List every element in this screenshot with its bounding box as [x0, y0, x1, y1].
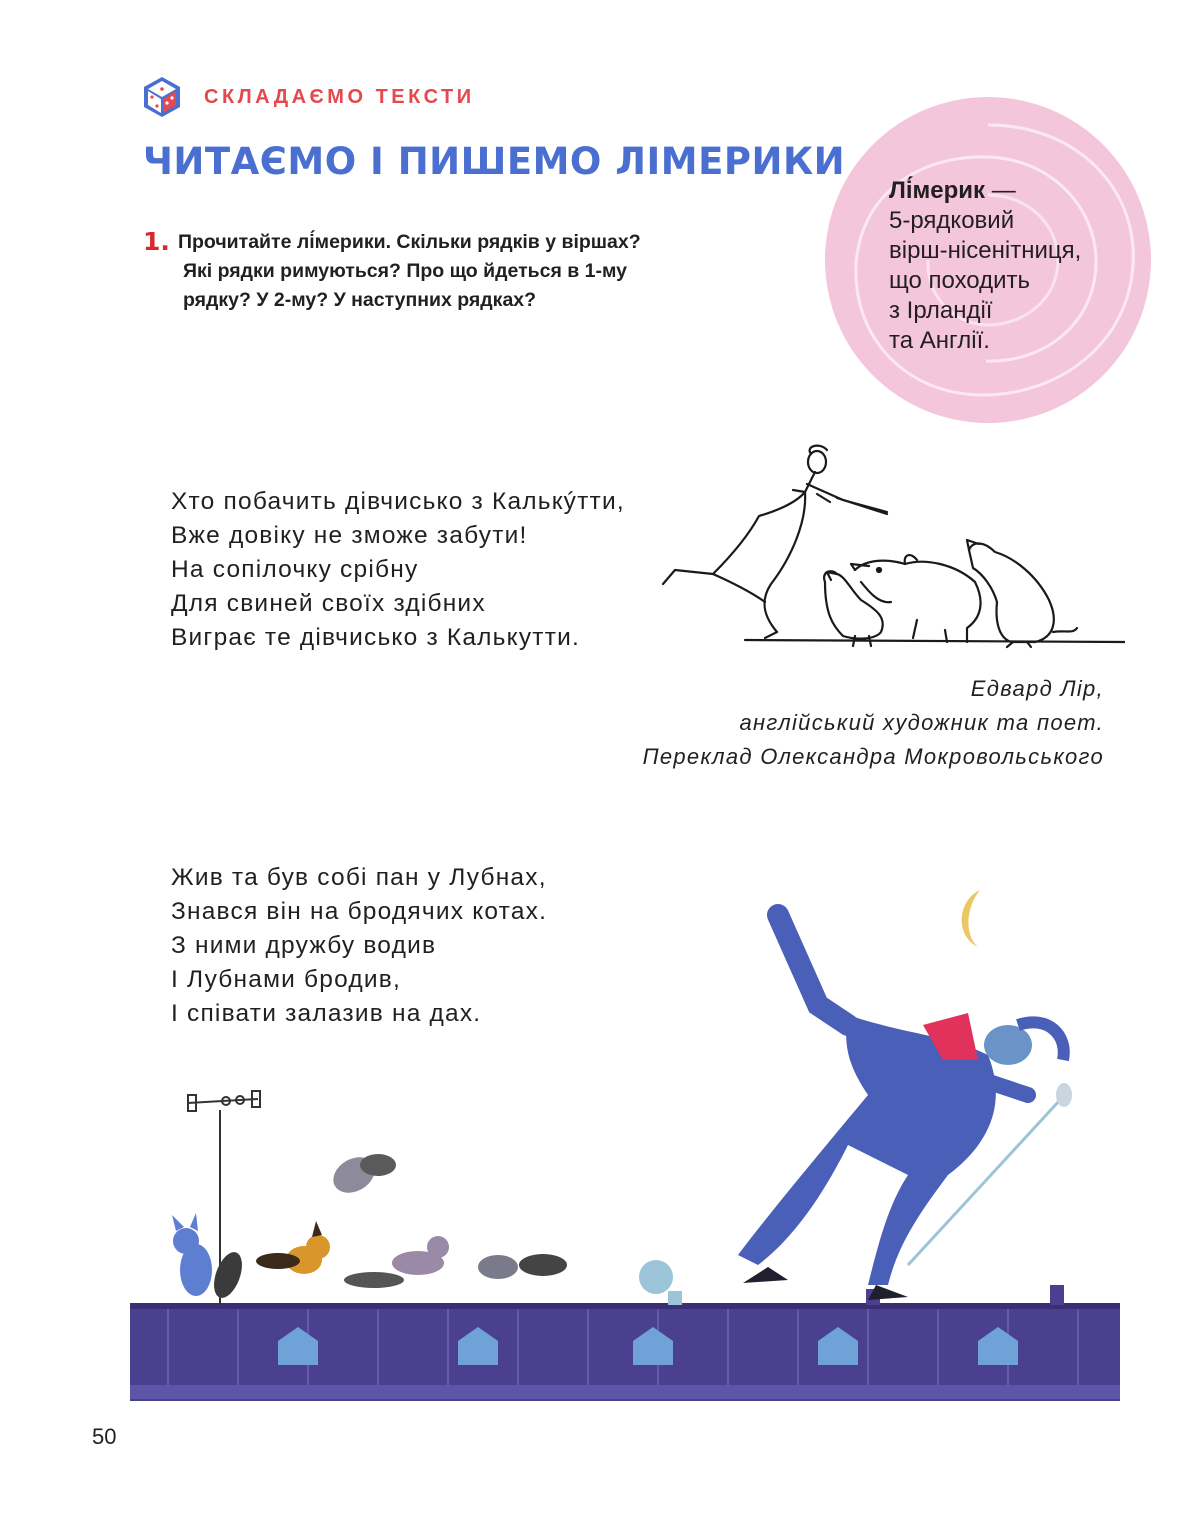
poem-line: Для свиней своїх здібних	[171, 590, 486, 617]
poem-line: Виграє те дівчисько з Калькутти.	[171, 624, 581, 651]
poem-attribution	[643, 672, 1104, 774]
definition-dash: —	[991, 177, 1016, 204]
task-number: 1.	[143, 227, 170, 256]
lesson-title: ЧИТАЄМО І ПИШЕМО ЛІМЕРИКИ	[143, 140, 846, 183]
poem-line: Хто побачить дівчисько з Калькýтти,	[171, 488, 625, 515]
section-label: СКЛАДАЄМО ТЕКСТИ	[204, 86, 475, 108]
definition-line: та Англії.	[889, 327, 990, 354]
flute-girl-with-pigs-illustration	[655, 442, 1125, 657]
poem-line: Знався він на бродячих котах.	[171, 898, 548, 925]
attribution-author: Едвард Лір,	[970, 676, 1104, 701]
poem-line: Вже довіку не зможе забути!	[171, 522, 528, 549]
poem-line: І Лубнами бродив,	[171, 966, 401, 993]
definition-line: що походить	[889, 267, 1031, 294]
definition-line: 5-рядковий	[889, 207, 1015, 234]
poem-line: І співати залазив на дах.	[171, 1000, 482, 1027]
definition-line: вірш-нісенітниця,	[889, 237, 1082, 264]
limerick-calcutta	[171, 485, 625, 655]
definition-text	[889, 176, 1159, 356]
definition-term: Лі́мерик	[889, 177, 986, 204]
attribution-translator: Переклад Олександра Мокровольського	[642, 744, 1104, 769]
poem-line: З ними дружбу водив	[171, 932, 437, 959]
definition-line: з Ірландії	[889, 297, 993, 324]
singer-and-cats-rooftop-illustration	[128, 885, 1122, 1405]
poem-line: На сопілочку срібну	[171, 556, 419, 583]
task-line: рядку? У 2-му? У наступних рядках?	[183, 289, 537, 311]
task-instructions	[178, 228, 768, 315]
definition-term-line	[889, 176, 1159, 206]
dice-cube-icon	[142, 75, 182, 119]
task-line: Прочитайте лі́мерики. Скільки рядків у віршах?	[178, 231, 641, 253]
poem-line: Жив та був собі пан у Лубнах,	[171, 864, 547, 891]
page-number: 50	[92, 1424, 117, 1449]
attribution-description: англійський художник та поет.	[739, 710, 1104, 735]
task-line: Які рядки римуються? Про що йдеться в 1-му	[183, 260, 628, 282]
